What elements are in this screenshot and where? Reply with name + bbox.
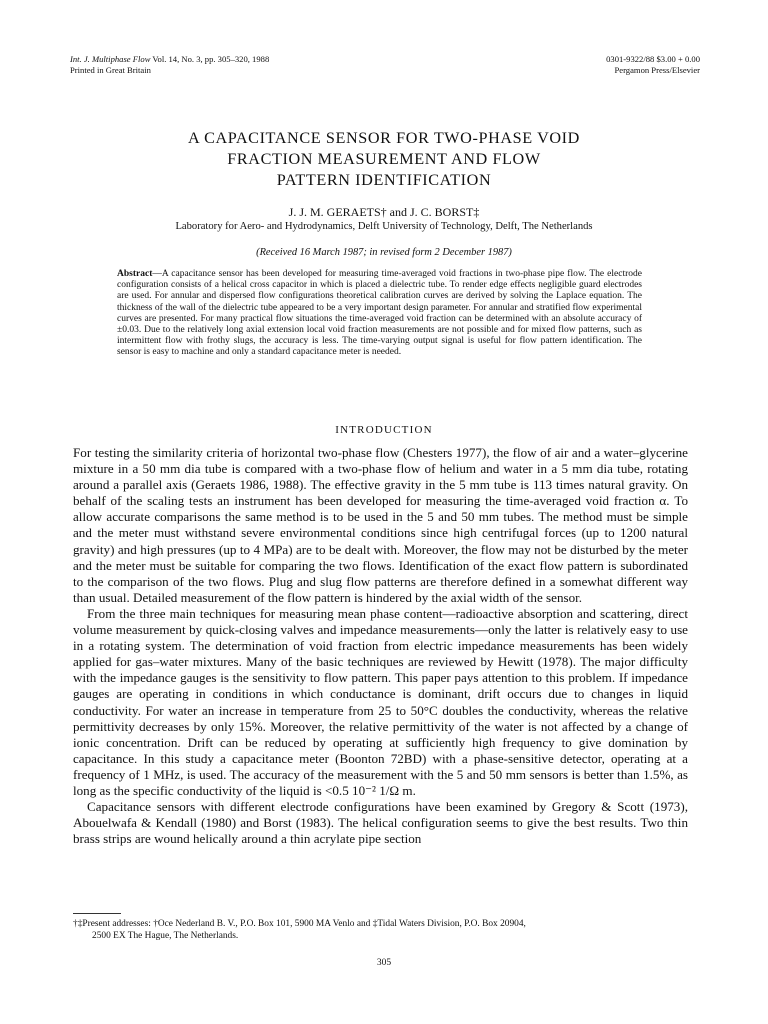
footnote-line-1: †‡Present addresses: †Oce Nederland B. V., P.O. Box 101, 5900 MA Venlo and ‡Tidal Waters Division, P.O. Box 20904, <box>73 919 526 929</box>
authors: J. J. M. GERAETS† and J. C. BORST‡ <box>288 205 480 219</box>
publisher: Pergamon Press/Elsevier <box>614 65 700 75</box>
affiliation: Laboratory for Aero- and Hydrodynamics, Delft University of Technology, Delft, The Netherlands <box>175 221 593 232</box>
printed-in: Printed in Great Britain <box>70 65 151 75</box>
received-dates: (Received 16 March 1987; in revised form 2 December 1987) <box>256 247 512 258</box>
title-line-3: PATTERN IDENTIFICATION <box>276 171 492 189</box>
paragraph: For testing the similarity criteria of horizontal two-phase flow (Chesters 1977), the flow of air and a water–glycerine mixture in a 50 mm dia tube is compared with a two-phase flow of helium and water in a 5 mm dia tube, rotating around a parallel axis (Geraets 1986, 1988). The effective gravity in the 5 mm tube is 113 times natural gravity. On behalf of the scaling tests an instrument has been developed for measuring the time-averaged void fraction α. To allow accurate comparisons the same method is to be used in the 5 and 50 mm tubes. The method must be simple and the meter must withstand severe environmental conditions since high centrifugal forces (up to 1200 natural gravity) and high pressures (up to 4 MPa) are to be dealt with. Moreover, the flow may not be disturbed by the meter and the meter must be suitable for comparing the two flows. Identification of the exact flow pattern is subordinated to the comparison of the two flows. Plug and slug flow patterns are therefore defined in a somewhat different way than usual. Detailed measurement of the flow pattern is hindered by the axial width of the sensor. <box>73 445 688 605</box>
publisher-header <box>606 54 700 76</box>
issn-code: 0301-9322/88 $3.00 + 0.00 <box>606 54 700 64</box>
title-line-1: A CAPACITANCE SENSOR FOR TWO-PHASE VOID <box>188 129 580 147</box>
abstract-text: —A capacitance sensor has been developed for measuring time-averaged void fractions in two-phase pipe flow. The electrode configuration consists of a helical cross capacitor in which is placed a dielectric tube. To render edge effects negligible guard electrodes are used. For annular and dispersed flow configurations theoretical calibration curves are derived by solving the Laplace equation. The thickness of the wall of the dielectric tube appeared to be a very important design parameter. For annular and stratified flow experimental curves are presented. For many practical flow situations the time-averaged void fraction can be determined with an absolute accuracy of ±0.03. Due to the relatively long axial extension local void fraction measurements are not possible and for mixed flow patterns, such as intermittent flow with frothy slugs, the accuracy is less. The time-varying output signal is useful for flow pattern identification. The sensor is easy to machine and only a standard capacitance meter is needed. <box>117 269 642 358</box>
page-number: 305 <box>376 958 392 968</box>
section-heading: INTRODUCTION <box>335 424 433 436</box>
title-line-2: FRACTION MEASUREMENT AND FLOW <box>227 150 541 168</box>
paragraph: Capacitance sensors with different electrode configurations have been examined by Gregory & Scott (1973), Abouelwafa & Kendall (1980) and Borst (1983). The helical configuration seems to give the best results. Two thin brass strips are wound helically around a thin acrylate pipe section <box>73 799 688 847</box>
journal-header <box>70 54 269 76</box>
journal-name: Int. J. Multiphase Flow <box>70 54 151 64</box>
paragraph: From the three main techniques for measuring mean phase content—radioactive absorption and scattering, direct volume measurement by quick-closing valves and impedance measurements—only the latter is relatively easy to use in a rotating system. The determination of void fraction from electric impedance measurements has been widely applied for gas–water mixtures. Many of the basic techniques are reviewed by Hewitt (1978). The major difficulty with the impedance gauges is the sensitivity to flow pattern. This paper pays attention to this problem. If impedance gauges are operating in conditions in which conductance is dominant, drift occurs due to changes in liquid conductivity. For water an increase in temperature from 25 to 50°C doubles the conductivity, whereas the relative permittivity decreases by only 15%. Moreover, the relative permittivity of the water is not affected by a change of ionic concentration. Drift can be reduced by operating at sufficiently high frequency to give domination by capacitance. In this study a capacitance meter (Boonton 72BD) with a phase-sensitive detector, operating at a frequency of 1 MHz, is used. The accuracy of the measurement with the 5 and 50 mm sensors is better than 1.5%, as long as the specific conductivity of the liquid is <0.5 10⁻² 1/Ω m. <box>73 605 688 798</box>
footnote-line-2: 2500 EX The Hague, The Netherlands. <box>92 931 239 941</box>
journal-volume: Vol. 14, No. 3, pp. 305–320, 1988 <box>150 54 270 64</box>
body-text <box>73 445 688 847</box>
footnote <box>73 918 688 942</box>
abstract-label: Abstract <box>117 269 153 279</box>
paper-title <box>100 128 668 191</box>
abstract <box>117 269 642 359</box>
footnote-rule <box>73 913 121 914</box>
